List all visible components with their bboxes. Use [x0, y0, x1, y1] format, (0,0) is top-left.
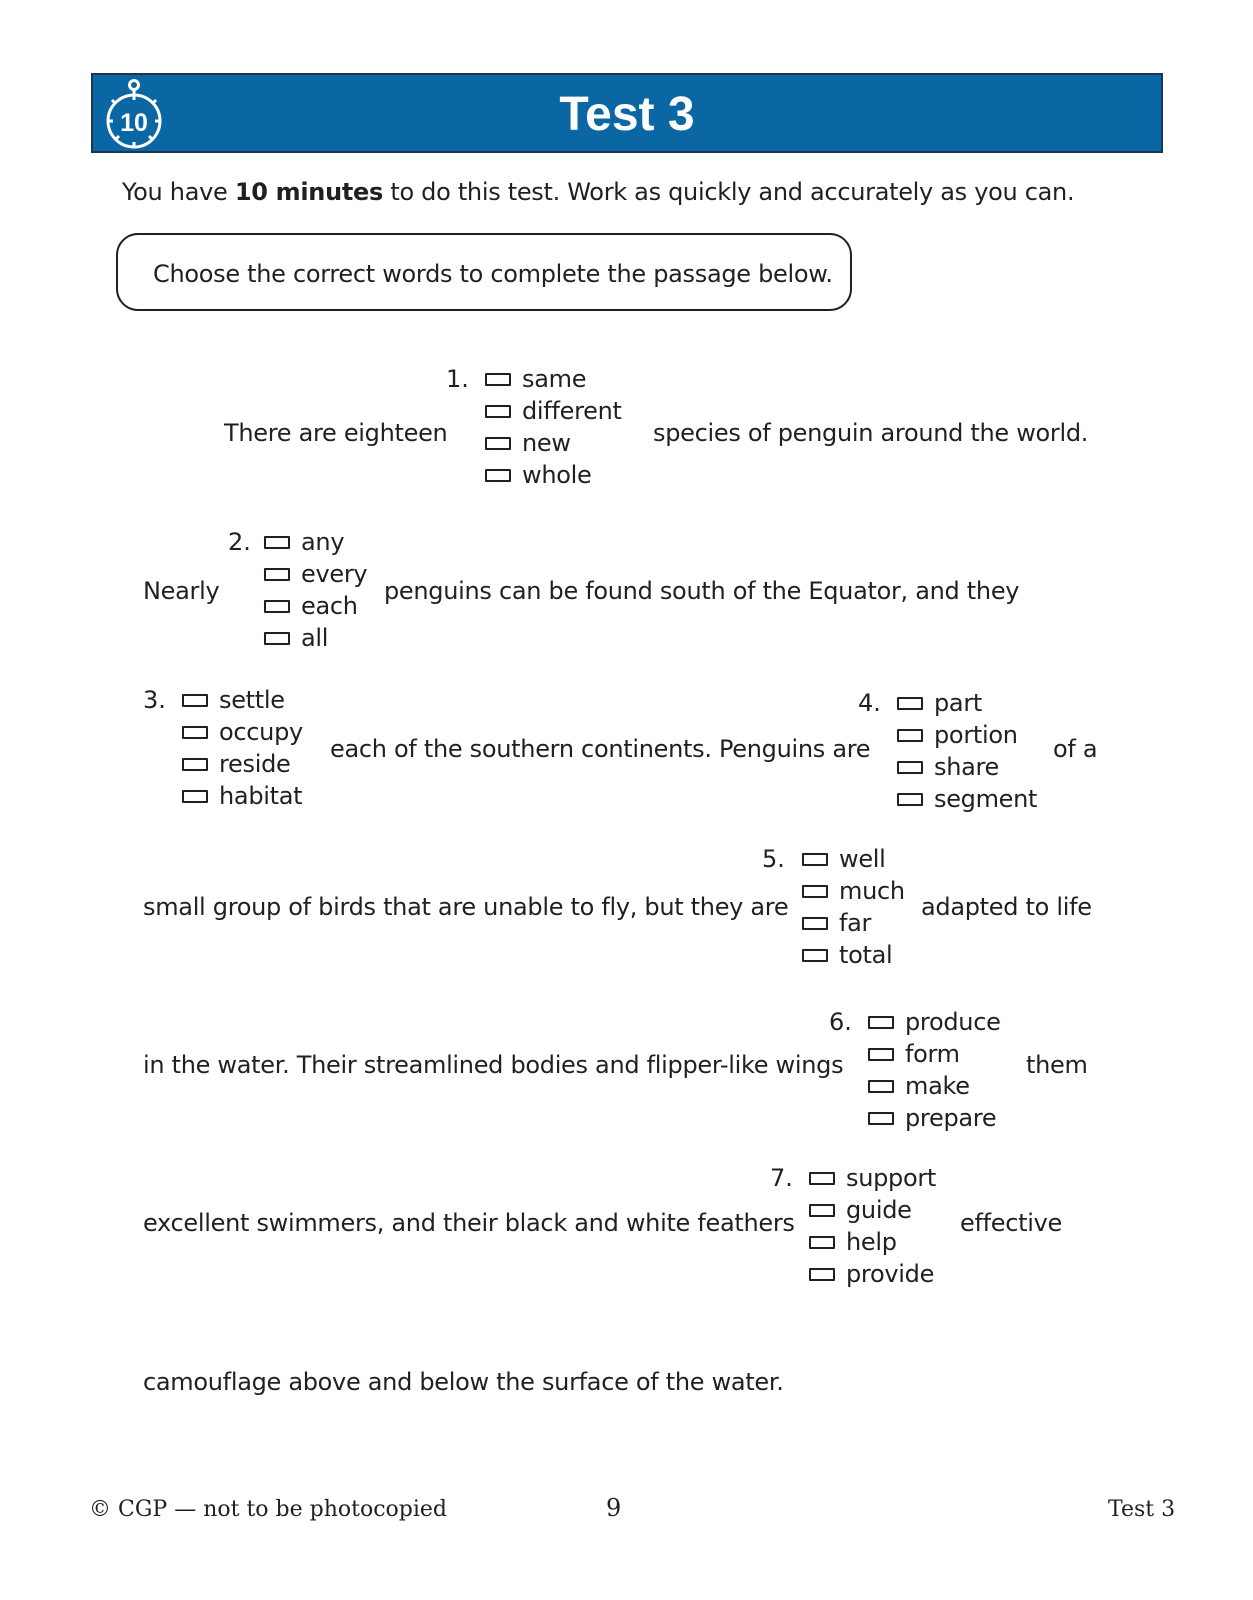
- footer-test-label: Test 3: [1108, 1497, 1176, 1522]
- option-label: share: [934, 753, 1000, 781]
- question-number: 3.: [143, 686, 166, 714]
- title-banner: [91, 73, 1163, 153]
- timer-minutes: 10: [120, 109, 148, 137]
- passage-text-4-after: of a: [1053, 735, 1098, 763]
- option-label: far: [839, 909, 872, 937]
- checkbox-icon: [802, 917, 828, 930]
- passage-text-6-before: in the water. Their streamlined bodies and flipper-like wings: [143, 1051, 844, 1079]
- page-title: Test 3: [559, 88, 695, 141]
- option-checkbox[interactable]: [485, 363, 586, 395]
- checkbox-icon: [868, 1080, 894, 1093]
- checkbox-icon: [485, 373, 511, 386]
- option-label: reside: [219, 750, 291, 778]
- option-label: settle: [219, 686, 285, 714]
- option-label: segment: [934, 785, 1038, 813]
- question-number: 4.: [858, 689, 881, 717]
- passage-text-8: camouflage above and below the surface of the water.: [143, 1368, 784, 1396]
- option-label: same: [522, 365, 587, 393]
- option-checkbox[interactable]: [868, 1070, 970, 1102]
- question-number: 2.: [228, 528, 251, 556]
- checkbox-icon: [809, 1268, 835, 1281]
- option-label: new: [522, 429, 571, 457]
- copyright-notice: © CGP — not to be photocopied: [89, 1497, 447, 1522]
- checkbox-icon: [485, 405, 511, 418]
- checkbox-icon: [809, 1236, 835, 1249]
- option-checkbox[interactable]: [802, 907, 871, 939]
- option-checkbox[interactable]: [868, 1006, 1001, 1038]
- passage-text-5-before: small group of birds that are unable to fly, but they are: [143, 893, 789, 921]
- option-label: make: [905, 1072, 970, 1100]
- option-checkbox[interactable]: [802, 939, 892, 971]
- option-label: provide: [846, 1260, 935, 1288]
- instruction-box: [116, 233, 852, 311]
- checkbox-icon: [802, 853, 828, 866]
- checkbox-icon: [897, 697, 923, 710]
- option-checkbox[interactable]: [485, 459, 591, 491]
- option-checkbox[interactable]: [897, 751, 999, 783]
- option-label: different: [522, 397, 622, 425]
- option-checkbox[interactable]: [182, 780, 302, 812]
- option-checkbox[interactable]: [809, 1194, 912, 1226]
- option-checkbox[interactable]: [809, 1258, 934, 1290]
- intro-text: [122, 178, 1074, 206]
- option-label: support: [846, 1164, 937, 1192]
- checkbox-icon: [897, 761, 923, 774]
- question-number: 5.: [762, 845, 785, 873]
- passage-text-1-before: There are eighteen: [224, 419, 448, 447]
- checkbox-icon: [809, 1172, 835, 1185]
- passage-text-5-after: adapted to life: [921, 893, 1092, 921]
- passage-text-2-after: penguins can be found south of the Equator, and they: [384, 577, 1020, 605]
- option-label: every: [301, 560, 368, 588]
- option-checkbox[interactable]: [264, 590, 358, 622]
- checkbox-icon: [264, 600, 290, 613]
- option-label: help: [846, 1228, 897, 1256]
- option-checkbox[interactable]: [809, 1226, 897, 1258]
- option-checkbox[interactable]: [264, 558, 367, 590]
- checkbox-icon: [264, 536, 290, 549]
- passage-text-2-before: Nearly: [143, 577, 220, 605]
- checkbox-icon: [182, 758, 208, 771]
- checkbox-icon: [897, 793, 923, 806]
- checkbox-icon: [264, 568, 290, 581]
- option-checkbox[interactable]: [897, 719, 1018, 751]
- checkbox-icon: [897, 729, 923, 742]
- option-checkbox[interactable]: [485, 427, 571, 459]
- option-checkbox[interactable]: [182, 748, 290, 780]
- checkbox-icon: [182, 790, 208, 803]
- option-checkbox[interactable]: [802, 843, 886, 875]
- option-checkbox[interactable]: [868, 1102, 996, 1134]
- checkbox-icon: [485, 437, 511, 450]
- option-checkbox[interactable]: [897, 687, 982, 719]
- checkbox-icon: [802, 949, 828, 962]
- question-number: 7.: [770, 1164, 793, 1192]
- intro-time-limit: 10 minutes: [234, 178, 384, 206]
- option-label: guide: [846, 1196, 912, 1224]
- option-label: habitat: [219, 782, 303, 810]
- checkbox-icon: [868, 1048, 894, 1061]
- passage-text-7-before: excellent swimmers, and their black and white feathers: [143, 1209, 795, 1237]
- option-label: occupy: [219, 718, 303, 746]
- option-checkbox[interactable]: [264, 622, 328, 654]
- option-checkbox[interactable]: [485, 395, 622, 427]
- instruction-text: Choose the correct words to complete the passage below.: [153, 260, 833, 288]
- option-checkbox[interactable]: [897, 783, 1037, 815]
- checkbox-icon: [868, 1112, 894, 1125]
- question-number: 6.: [829, 1008, 852, 1036]
- passage-text-3-after: each of the southern continents. Penguins are: [330, 735, 871, 763]
- checkbox-icon: [182, 726, 208, 739]
- option-label: much: [839, 877, 905, 905]
- option-checkbox[interactable]: [182, 684, 285, 716]
- checkbox-icon: [182, 694, 208, 707]
- option-label: part: [934, 689, 983, 717]
- checkbox-icon: [264, 632, 290, 645]
- checkbox-icon: [802, 885, 828, 898]
- passage-text-7-after: effective: [960, 1209, 1062, 1237]
- option-label: whole: [522, 461, 592, 489]
- option-label: form: [905, 1040, 960, 1068]
- option-label: prepare: [905, 1104, 997, 1132]
- option-checkbox[interactable]: [264, 526, 344, 558]
- option-label: well: [839, 845, 886, 873]
- checkbox-icon: [485, 469, 511, 482]
- option-label: each: [301, 592, 358, 620]
- intro-pre: You have: [122, 178, 235, 206]
- intro-post: to do this test. Work as quickly and accurately as you can.: [383, 178, 1075, 206]
- option-label: total: [839, 941, 893, 969]
- page-number: 9: [606, 1494, 622, 1522]
- checkbox-icon: [809, 1204, 835, 1217]
- option-label: produce: [905, 1008, 1001, 1036]
- passage-text-6-after: them: [1026, 1051, 1088, 1079]
- option-label: portion: [934, 721, 1018, 749]
- option-label: any: [301, 528, 345, 556]
- checkbox-icon: [868, 1016, 894, 1029]
- option-checkbox[interactable]: [182, 716, 303, 748]
- option-checkbox[interactable]: [809, 1162, 936, 1194]
- passage-text-1-after: species of penguin around the world.: [653, 419, 1089, 447]
- option-checkbox[interactable]: [868, 1038, 960, 1070]
- option-label: all: [301, 624, 329, 652]
- question-number: 1.: [446, 365, 469, 393]
- option-checkbox[interactable]: [802, 875, 905, 907]
